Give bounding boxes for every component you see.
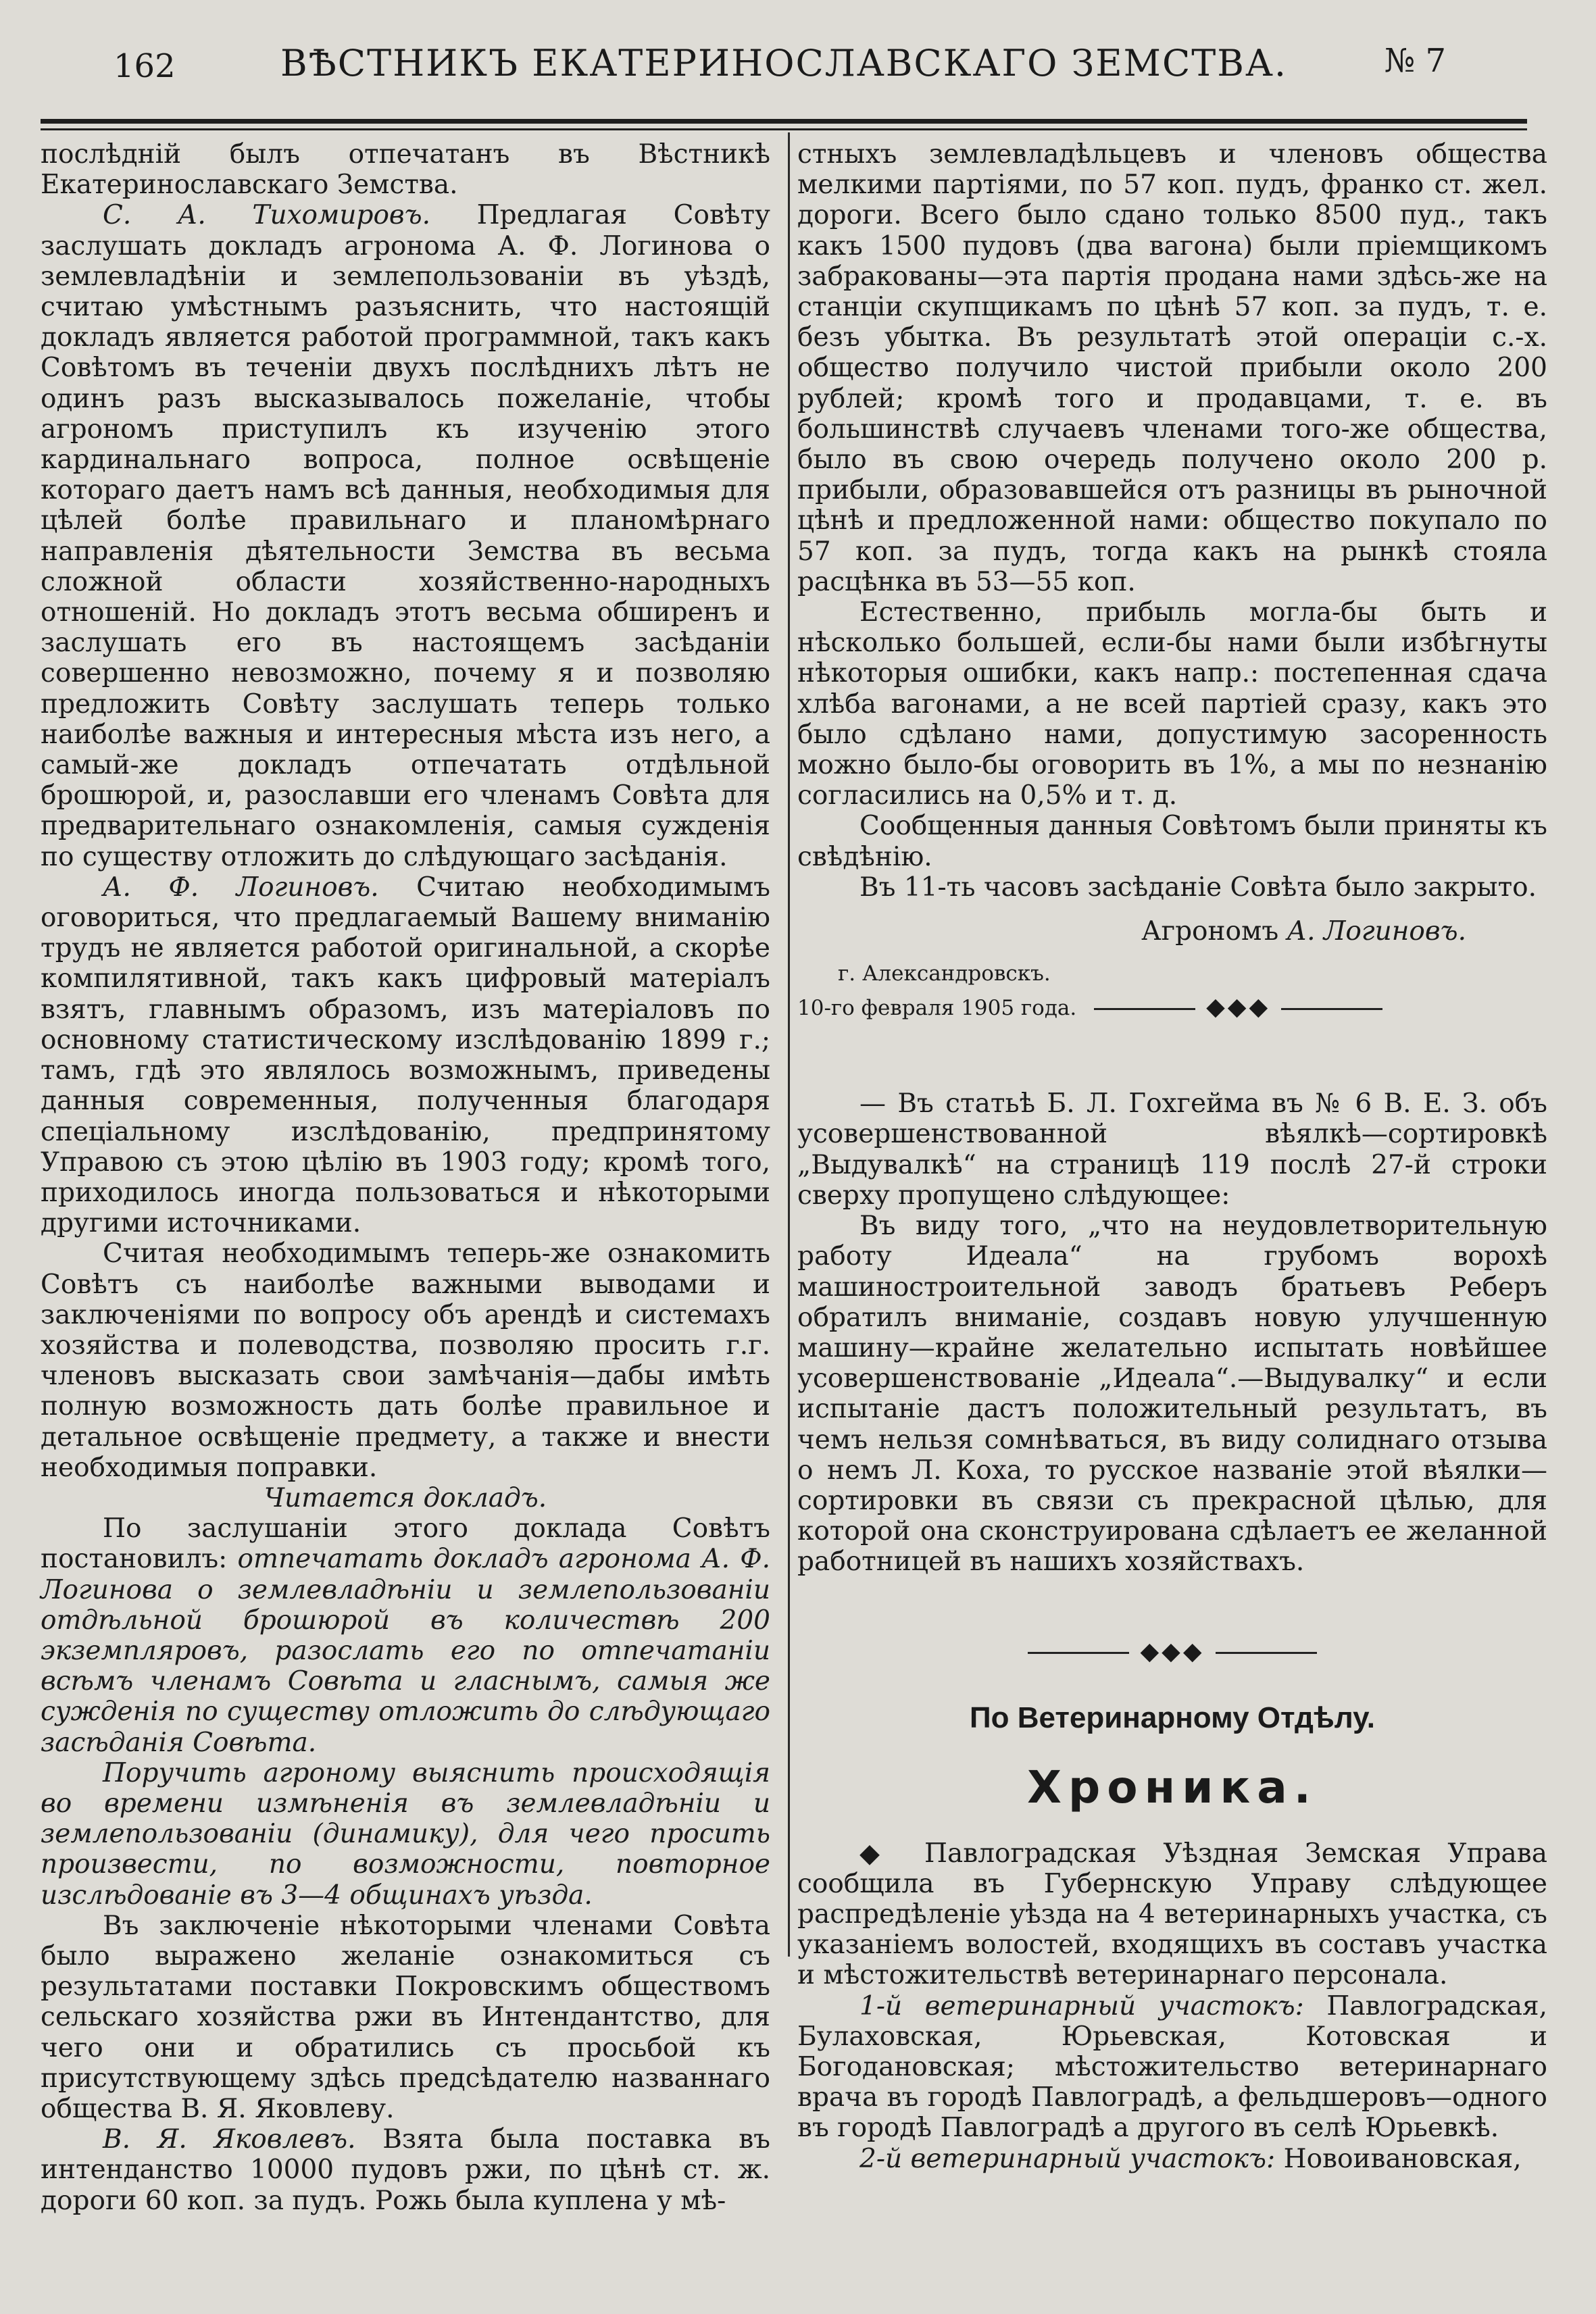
page-header <box>41 27 1527 101</box>
section-ornament: ◆◆◆ <box>797 1632 1547 1672</box>
page-number: 162 <box>114 47 176 85</box>
left-column <box>41 139 770 2216</box>
text: послѣдній былъ отпечатанъ въ Вѣстникѣ Екатеринославскаго Земства. <box>41 139 770 201</box>
signature-prefix: Агрономъ <box>1141 916 1287 947</box>
italic-text: 2-й ветеринарный участокъ: <box>859 2143 1276 2174</box>
paragraph <box>797 1838 1547 1991</box>
italic-text: отпечатать докладъ агронома А. Ф. Логинова о землевладѣніи и землепользованіи отдѣльной брошюрой въ количествѣ 200 экземпляровъ, разослать его по отпечатаніи всѣмъ членамъ Совѣта и гласнымъ, самыя же сужденія по существу отложить до слѣдующаго засѣданія Совѣта. <box>41 1544 770 1758</box>
paragraph <box>797 597 1547 811</box>
italic-text: В. Я. Яковлевъ. <box>103 2124 356 2155</box>
text: Въ виду того, „что на неудовлетворительную работу Идеала“ на грубомъ ворохѣ машиностроительной заводъ братьевъ Реберъ обратилъ вниманіе, создавъ новую улучшенную машину—крайне желательно испытать новѣйшее усовершенствованіе „Идеала“.—Выдувалку“ и если испытаніе дастъ положительный результатъ, въ чемъ нельзя сомнѣваться, въ виду солиднаго отзыва о немъ Л. Коха, то русское названіе этой вѣялки—сортировки въ связи съ прекрасной цѣлью, для которой она сконструирована сдѣлаетъ ее желанной работницей въ нашихъ хозяйствахъ. <box>797 1211 1547 1578</box>
paragraph <box>41 1513 770 1758</box>
text: стныхъ землевладѣльцевъ и членовъ общества мелкими партіями, по 57 коп. пудъ, франко ст. жел. дороги. Всего было сдано только 8500 пуд., такъ какъ 1500 пудовъ (два вагона) были пріемщикомъ забракованы—эта партія продана нами здѣсь-же на станціи скупщикамъ по цѣнѣ 57 коп. за пудъ, т. е. безъ убытка. Въ результатѣ этой операціи с.-х. общество получило чистой прибыли около 200 рублей; кромѣ того и продавцами, т. е. въ большинствѣ случаевъ членами того-же общества, было въ свою очередь получено около 200 р. прибыли, образовавшейся отъ разницы въ рыночной цѣнѣ и предложенной нами: общество покупало по 57 коп. за пудъ, тогда какъ на рынкѣ стояла расцѣнка въ 53—55 коп. <box>797 139 1547 597</box>
paragraph <box>797 1991 1547 2144</box>
divider-ornament: ◆◆◆ <box>1083 993 1393 1021</box>
italic-text: 1-й ветеринарный участокъ: <box>859 1990 1304 2021</box>
text: Считаю необходимымъ оговориться, что предлагаемый Вашему вниманію трудъ не является работой оригинальной, а скорѣе компилятивной, такъ какъ цифровый матеріалъ взятъ, главнымъ образомъ, изъ матеріаловъ по основному статистическому изслѣдованію 1899 г.; тамъ, гдѣ это являлось возможнымъ, приведены данныя современныя, полученныя благодаря спеціальному изслѣдованію, предпринятому Управою съ этою цѣлію въ 1903 году; кромѣ того, приходилось иногда пользоваться и нѣкоторыми другими источниками. <box>41 872 770 1239</box>
paragraph <box>797 1088 1547 1211</box>
text: Павлоградская, Булаховская, Юрьевская, Котовская и Богодановская; мѣстожительство ветеринарнаго врача въ городѣ Павлоградѣ, а фельдшеровъ—одного въ городѣ Павлоградѣ а другого въ селѣ Юрьевкѣ. <box>797 1990 1547 2144</box>
paragraph <box>41 1758 770 1911</box>
section-heading: По Ветеринарному Отдѣлу. <box>969 1701 1376 1734</box>
text: — Въ статьѣ Б. Л. Гохгеймa въ № 6 В. Е. З. объ усовершенствованной вѣялкѣ—сортировкѣ „Выдувалкѣ“ на страницѣ 119 послѣ 27-й строки сверху пропущено слѣдующее: <box>797 1088 1547 1211</box>
signature <box>797 916 1547 947</box>
italic-text: А. Ф. Логиновъ. <box>103 872 379 903</box>
journal-title: ВѢСТНИКЪ ЕКАТЕРИНОСЛАВСКАГО ЗЕМСТВА. <box>280 42 1288 84</box>
place-line: г. Александровскъ. <box>838 961 1051 986</box>
chronicle-text <box>797 1838 1547 2174</box>
paragraph <box>41 200 770 872</box>
text: Въ заключеніе нѣкоторыми членами Совѣта было выражено желаніе ознакомиться съ результатами поставки Покровскимъ обществомъ сельскаго хозяйства ржи въ Интендантство, для чего они и обратились съ просьбой къ присутствующему здѣсь предсѣдателю названнаго общества В. Я. Яковлеву. <box>41 1910 770 2124</box>
signature-name: А. Логиновъ. <box>1287 916 1466 947</box>
text: Новоивановская, <box>1275 2143 1522 2174</box>
italic-text: С. А. Тихомировъ. <box>103 200 431 231</box>
report-ending <box>797 139 1547 903</box>
text: По заслушаніи этого доклада Совѣтъ постановилъ: <box>41 1513 770 1575</box>
paragraph <box>41 139 770 200</box>
paragraph <box>41 872 770 1238</box>
paragraph <box>41 2124 770 2216</box>
paragraph <box>797 811 1547 872</box>
text: Предлагая Совѣту заслушать докладъ агронома А. Ф. Логинова о землевладѣніи и землепользованіи въ уѣздѣ, считаю умѣстнымъ разъяснить, что настоящій докладъ является работой программной, такъ какъ Совѣтомъ въ теченіи двухъ послѣднихъ лѣтъ не одинъ разъ высказывалось пожеланіе, чтобы агрономъ приступилъ къ изученію этого кардинальнаго вопроса, полное освѣщеніе котораго даетъ намъ всѣ данныя, необходимыя для цѣлей болѣе правильнаго и планомѣрнаго направленія дѣятельности Земства въ весьма сложной области хозяйственно-народныхъ отношеній. Но докладъ этотъ весьма обширенъ и заслушать его въ настоящемъ засѣданіи совершенно невозможно, почему я и позволяю предложить Совѣту заслушать теперь только наиболѣе важныя и интересныя мѣста изъ него, а самый-же докладъ отпечатать отдѣльной брошюрой, и, разославши его членамъ Совѣта для предварительнаго ознакомленія, самыя сужденія по существу отложить до слѣдующаго засѣданія. <box>41 200 770 872</box>
correction-notice <box>797 1088 1547 1577</box>
date-line <box>797 987 1547 1028</box>
text: Естественно, прибыль могла-бы быть и нѣсколько большей, если-бы нами были избѣгнуты нѣкоторыя ошибки, какъ напр.: постепенная сдача хлѣба вагонами, а не всей партіей сразу, какъ это было сдѣлано нами, допустимую засоренность можно было-бы оговорить въ 1%, а мы по незнанію согласились на 0,5% и т. д. <box>797 597 1547 811</box>
issue-number: № 7 <box>1384 42 1446 80</box>
paragraph <box>41 1911 770 2124</box>
paragraph <box>797 1211 1547 1577</box>
italic-text: Поручить агроному выяснить происходящія во времени измѣненія въ землевладѣніи и землепользованіи (динамику), для чего просить произвести, по возможности, повторное изслѣдованіе въ 3—4 общинахъ уѣзда. <box>41 1757 770 1911</box>
header-rule-thin <box>41 128 1527 130</box>
text: Считая необходимымъ теперь-же ознакомить Совѣтъ съ наиболѣе важными выводами и заключеніями по вопросу объ арендѣ и системахъ хозяйства и полеводства, позволяю просить г.г. членовъ высказать свои замѣчанія—дабы имѣть полную возможность дать болѣе правильное и детальное освѣщеніе предмету, а также и внести необходимыя поправки. <box>41 1238 770 1483</box>
column-divider <box>788 132 790 1957</box>
paragraph <box>41 1238 770 1483</box>
text: ◆ Павлоградская Уѣздная Земская Управа сообщила въ Губернскую Управу слѣдующее распредѣленіе уѣзда на 4 ветеринарныхъ участка, съ указаніемъ волостей, входящихъ въ составъ участка и мѣстожительствѣ ветеринарнаго персонала. <box>797 1838 1547 1991</box>
header-rule <box>41 119 1527 124</box>
paragraph <box>797 872 1547 903</box>
chronicle-heading: Хроника. <box>1027 1761 1318 1813</box>
text: Сообщенныя данныя Совѣтомъ были приняты къ свѣдѣнію. <box>797 811 1547 872</box>
paragraph <box>797 2144 1547 2174</box>
right-column <box>797 139 1547 2174</box>
date-text: 10-го февраля 1905 года. <box>797 996 1077 1021</box>
italic-text: Читается докладъ. <box>264 1482 547 1513</box>
paragraph <box>797 139 1547 597</box>
text: Взята была поставка въ интенданство 10000 пудовъ ржи, по цѣнѣ ст. ж. дороги 60 коп. за пудъ. Рожь была куплена у мѣ- <box>41 2124 770 2216</box>
paragraph <box>41 1483 770 1513</box>
text: Въ 11-ть часовъ засѣданіе Совѣта было закрыто. <box>859 872 1537 903</box>
